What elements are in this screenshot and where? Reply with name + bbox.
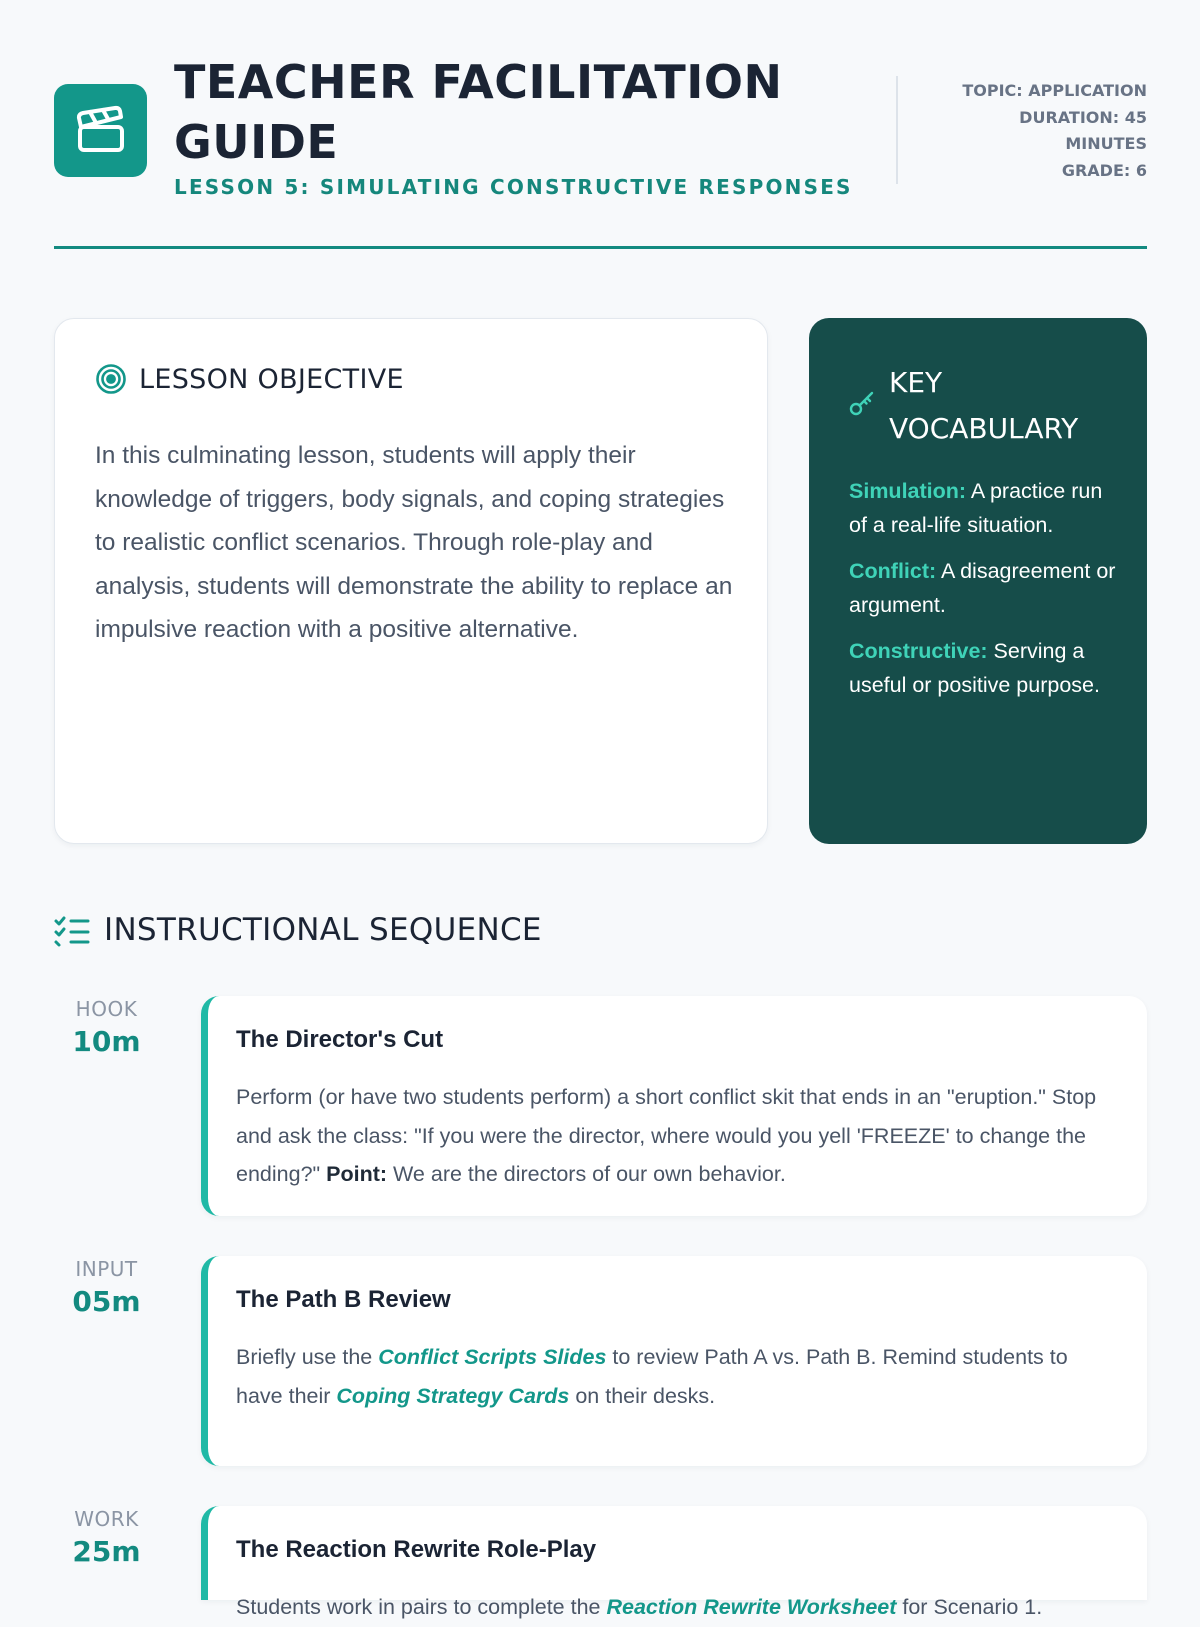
page-title: TEACHER FACILITATION GUIDE [174,55,783,169]
header-rule [54,246,1147,249]
step-phase [54,1506,159,1572]
step-text-part: Perform (or have two students perform) a short conflict skit that ends in an "eruption." Stop and ask the class: "If you were the director, where would you yell 'FREEZE' to change the ending?" [236,1085,1097,1186]
guide-page [54,0,1147,1619]
meta-duration-unit: MINUTES [1065,134,1147,153]
resource-link[interactable]: Conflict Scripts Slides [378,1345,607,1369]
phase-duration: 10m [72,1025,141,1058]
objective-card [54,318,768,844]
step-text-part: We are the directors of our own behavior. [387,1162,786,1186]
phase-duration: 25m [72,1535,141,1568]
step-description [236,1078,1116,1194]
step-phase [54,996,159,1062]
resource-link[interactable]: Reaction Rewrite Worksheet [606,1595,897,1619]
vocab-item [849,634,1119,702]
step-description [236,1338,1116,1415]
lesson-subtitle: LESSON 5: SIMULATING CONSTRUCTIVE RESPONSES [174,175,853,199]
sequence-header [54,912,542,948]
logo-tile [54,84,147,177]
step-text-part: to review Path A vs. Path B. Remind students to have their [236,1345,1068,1408]
vocab-item [849,554,1119,622]
step-title: The Director's Cut [236,1026,444,1053]
objective-text: In this culminating lesson, students will apply their knowledge of triggers, body signals, and coping strategies to realistic conflict scenarios. Through role-play and analysis, students will demonstrate the ability to replace an impulsive reaction with a positive alternative. [95,442,733,643]
phase-label: INPUT [75,1257,138,1281]
meta-duration: DURATION: 45 [1019,107,1147,127]
vocab-term: Simulation: [849,479,967,503]
step-emphasis: Point: [326,1162,388,1186]
header-divider [896,76,898,184]
step-description [236,1588,1116,1627]
step-text-part: Students work in pairs to complete the [236,1595,607,1619]
step-card [201,996,1147,1216]
target-icon [95,363,127,395]
meta-grade: GRADE: 6 [1061,160,1147,180]
step-text-part: on their desks. [569,1383,716,1408]
objective-heading: LESSON OBJECTIVE [139,363,404,395]
step-title: The Reaction Rewrite Role-Play [236,1536,597,1563]
step-card [201,1256,1147,1466]
meta-topic: TOPIC: APPLICATION [962,81,1147,100]
vocab-term: Constructive: [849,639,988,663]
resource-link[interactable]: Coping Strategy Cards [336,1383,570,1408]
phase-label: WORK [74,1507,139,1531]
vocab-item [849,474,1119,542]
step-title: The Path B Review [236,1286,451,1313]
step-text-part: Briefly use the [236,1345,379,1369]
clapperboard-icon [75,107,127,155]
vocab-definition: A practice run of a real-life situation. [849,479,1103,537]
key-icon [849,390,875,416]
step-card [201,1506,1147,1619]
vocabulary-card [809,318,1147,844]
phase-label: HOOK [75,997,138,1021]
vocabulary-list [849,474,1119,714]
step-text-part: for Scenario 1. [896,1595,1043,1619]
vocab-term: Conflict: [849,559,937,583]
vocabulary-header [849,360,1119,452]
vocab-definition: A disagreement or argument. [849,559,1116,617]
objective-header [95,363,404,395]
lesson-meta [927,78,1147,184]
vocab-definition: Serving a useful or positive purpose. [849,639,1100,697]
sequence-heading: INSTRUCTIONAL SEQUENCE [104,912,542,948]
step-phase [54,1256,159,1322]
checklist-icon [54,915,90,945]
vocabulary-heading: KEY VOCABULARY [889,366,1079,445]
phase-duration: 05m [72,1285,141,1318]
